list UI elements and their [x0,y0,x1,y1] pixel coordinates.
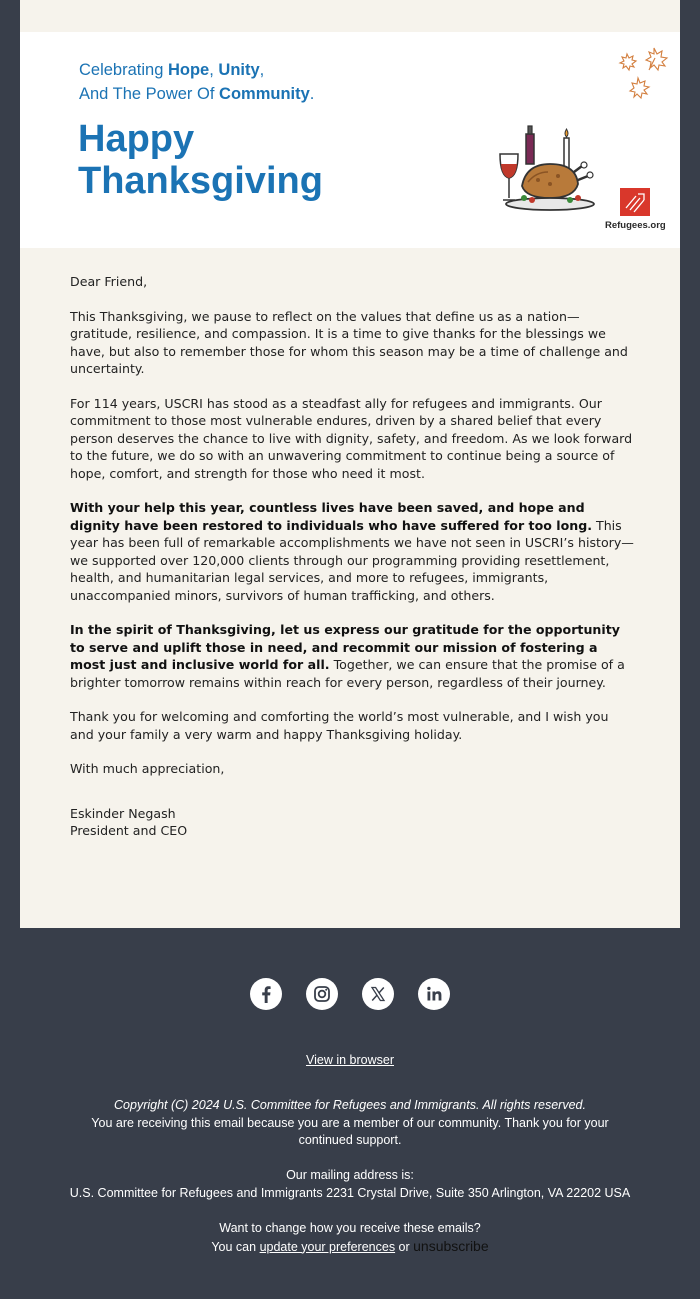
top-band [20,0,680,32]
paragraph-4: In the spirit of Thanksgiving, let us express our gratitude for the opportunity to serve and uplift those in need, and recommit our mission of fostering a most just and inclusive world for all. Together, we can ensure that the promise of a brighter tomorrow remains within reach for every person, regardless of their journey. [70,622,625,690]
footer-preferences: Want to change how you receive these emails? You can update your preferences or unsubscribe [211,1221,489,1254]
refugees-logo-icon[interactable] [620,188,650,216]
mailing-label: Our mailing address is: [286,1168,414,1182]
copyright-text: Copyright (C) 2024 U.S. Committee for Refugees and Immigrants. All rights reserved. [114,1098,586,1112]
paragraph-1: This Thanksgiving, we pause to reflect on the values that define us as a nation—gratitude, resilience, and compassion. It is a time to give thanks for the blessings we have, but also to remember those for whom this season may be a time of challenge and uncertainty. [70,308,628,376]
facebook-icon [250,978,282,1010]
hero-banner [20,32,680,248]
footer-legal [0,1097,700,1150]
hero-title: Happy Thanksgiving [78,118,323,202]
linkedin-icon [418,978,450,1010]
signer-name: Eskinder Negash [70,805,176,821]
view-in-browser-link[interactable]: View in browser [305,1053,394,1067]
paragraph-5: Thank you for welcoming and comforting the world’s most vulnerable, and I wish you and your family a very warm and happy Thanksgiving holiday. [70,709,609,742]
email-body [20,0,680,928]
change-question: Want to change how you receive these emails? [219,1221,481,1235]
unsubscribe-link[interactable]: unsubscribe [413,1237,489,1254]
instagram-button[interactable] [306,978,338,1010]
facebook-button[interactable] [250,978,282,1010]
footer-address [0,1167,700,1202]
receiving-text-line1: You are receiving this email because you are a member of our community. Thank you for your [91,1115,609,1130]
update-preferences-link[interactable]: update your preferences [259,1239,396,1254]
letter-content [70,273,635,857]
paragraph-2: For 114 years, USCRI has stood as a steadfast ally for refugees and immigrants. Our commitment to those most vulnerable endures, driven by a shared belief that every person deserves the chance to live with dignity, safety, and freedom. As we look forward to the future, we do so with an unwavering commitment to continue being a source of hope, comfort, and strength for those who need it most. [70,395,633,481]
x-button[interactable] [362,978,394,1010]
x-icon [362,978,394,1010]
greeting: Dear Friend, [70,274,148,289]
paragraph-3: With your help this year, countless lives have been saved, and hope and dignity have been restored to individuals who have suffered for too long. This year has been full of remarkable accomplishments we have not seen in USCRI’s history—we supported over 120,000 clients through our programming providing resettlement, health, and humanitarian legal services, and more to refugees, immigrants, unaccompanied minors, survivors of human trafficking, and others. [70,500,634,603]
footer-view-in-browser [0,1052,700,1070]
maple-leaves-icon [618,44,670,104]
instagram-icon [306,978,338,1010]
logo-label[interactable]: Refugees.org [605,220,666,231]
closing: With much appreciation, [70,761,225,776]
signature [70,805,635,840]
thanksgiving-dinner-icon [498,124,598,220]
hero-tagline: Celebrating Hope, Unity, And The Power Of Community. [79,61,315,103]
receiving-text-line2: continued support. [298,1133,402,1147]
signer-title: President and CEO [70,823,188,838]
mailing-address: U.S. Committee for Refugees and Immigrants 2231 Crystal Drive, Suite 350 Arlington, VA 22202 USA [69,1185,631,1200]
linkedin-button[interactable] [418,978,450,1010]
